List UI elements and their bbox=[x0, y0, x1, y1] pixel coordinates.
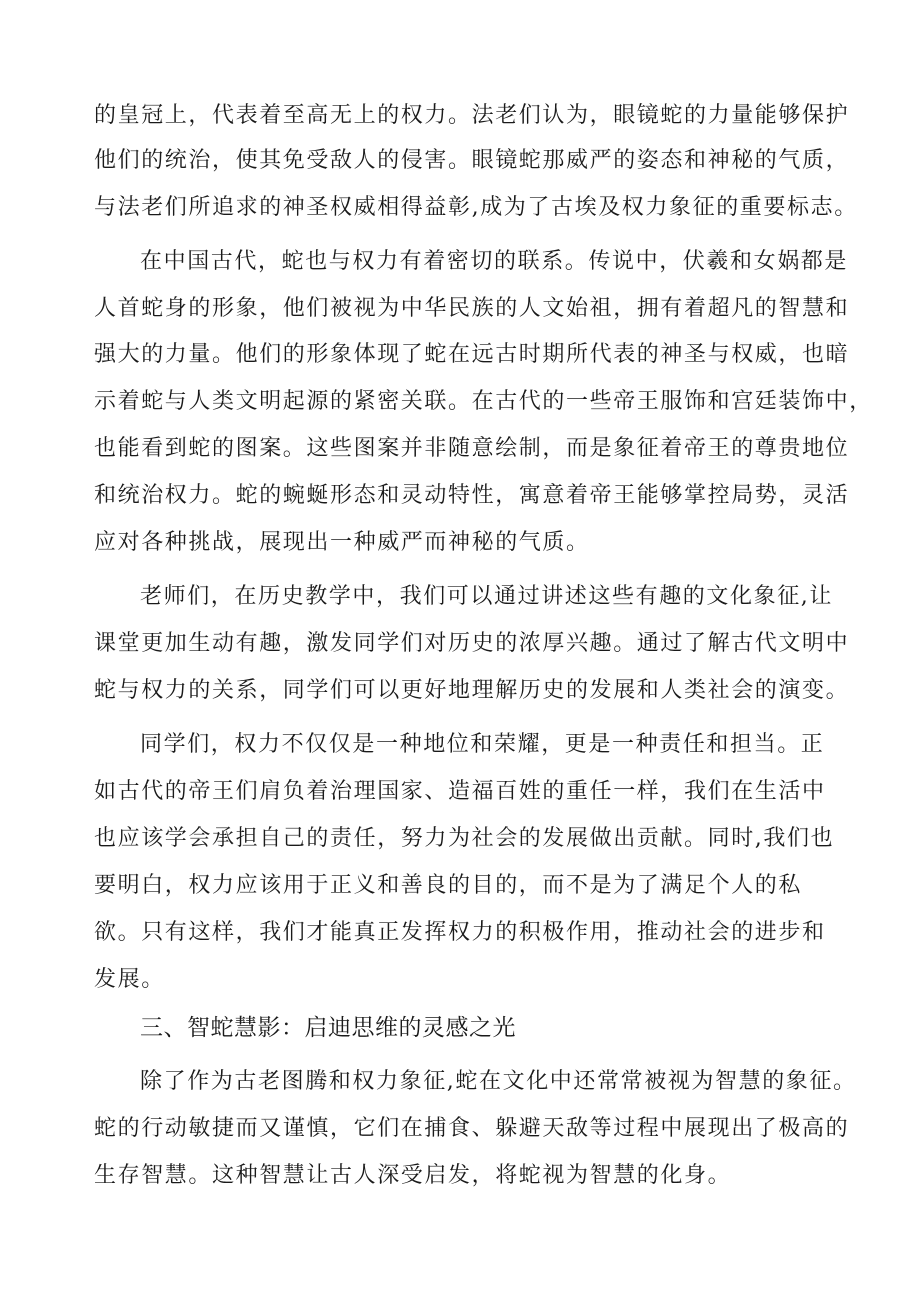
paragraph-1-line-3: 与法老们所追求的神圣权威相得益彰,成为了古埃及权力象征的重要标志。 bbox=[94, 195, 858, 220]
paragraph-4-line-4: 要明白，权力应该用于正义和善良的目的，而不是为了满足个人的私 bbox=[94, 873, 803, 898]
paragraph-3-line-2: 课堂更加生动有趣，激发同学们对历史的浓厚兴趣。通过了解古代文明中 bbox=[94, 631, 850, 656]
paragraph-2-line-3: 强大的力量。他们的形象体现了蛇在远古时期所代表的神圣与权威，也暗 bbox=[94, 342, 850, 367]
paragraph-2-line-5: 也能看到蛇的图案。这些图案并非随意绘制，而是象征着帝王的尊贵地位 bbox=[94, 436, 850, 461]
paragraph-4-line-2: 如古代的帝王们肩负着治理国家、造福百姓的重任一样，我们在生活中 bbox=[94, 779, 826, 804]
paragraph-5-line-3: 生存智慧。这种智慧让古人深受启发，将蛇视为智慧的化身。 bbox=[94, 1163, 732, 1188]
paragraph-5-line-2: 蛇的行动敏捷而又谨慎，它们在捕食、躲避天敌等过程中展现出了极高的 bbox=[94, 1116, 850, 1141]
paragraph-4-line-3: 也应该学会承担自己的责任，努力为社会的发展做出贡献。同时,我们也 bbox=[94, 826, 835, 851]
paragraph-2-line-4: 示着蛇与人类文明起源的紧密关联。在古代的一些帝王服饰和宫廷装饰中， bbox=[94, 389, 873, 414]
paragraph-2-line-7: 应对各种挑战，展现出一种威严而神秘的气质。 bbox=[94, 530, 590, 555]
paragraph-2-line-1: 在中国古代，蛇也与权力有着密切的联系。传说中，伏羲和女娲都是 bbox=[140, 249, 849, 274]
paragraph-3-line-1: 老师们，在历史教学中，我们可以通过讲述这些有趣的文化象征,让 bbox=[140, 584, 833, 609]
paragraph-3-line-3: 蛇与权力的关系，同学们可以更好地理解历史的发展和人类社会的演变。 bbox=[94, 678, 850, 703]
paragraph-4-line-1: 同学们，权力不仅仅是一种地位和荣耀，更是一种责任和担当。正 bbox=[140, 732, 825, 757]
paragraph-2-line-6: 和统治权力。蛇的蜿蜒形态和灵动特性，寓意着帝王能够掌控局势，灵活 bbox=[94, 483, 850, 508]
paragraph-1-line-1: 的皇冠上，代表着至高无上的权力。法老们认为，眼镜蛇的力量能够保护 bbox=[94, 103, 850, 128]
paragraph-2-line-2: 人首蛇身的形象，他们被视为中华民族的人文始祖，拥有着超凡的智慧和 bbox=[94, 296, 850, 321]
paragraph-4-line-6: 发展。 bbox=[94, 967, 165, 992]
section-heading: 三、智蛇慧影：启迪思维的灵感之光 bbox=[140, 1015, 516, 1041]
paragraph-4-line-5: 欲。只有这样，我们才能真正发挥权力的积极作用，推动社会的进步和 bbox=[94, 920, 826, 945]
paragraph-1-line-2: 他们的统治，使其免受敌人的侵害。眼镜蛇那威严的姿态和神秘的气质， bbox=[94, 148, 850, 173]
paragraph-5-line-1: 除了作为古老图腾和权力象征,蛇在文化中还常常被视为智慧的象征。 bbox=[140, 1069, 857, 1094]
